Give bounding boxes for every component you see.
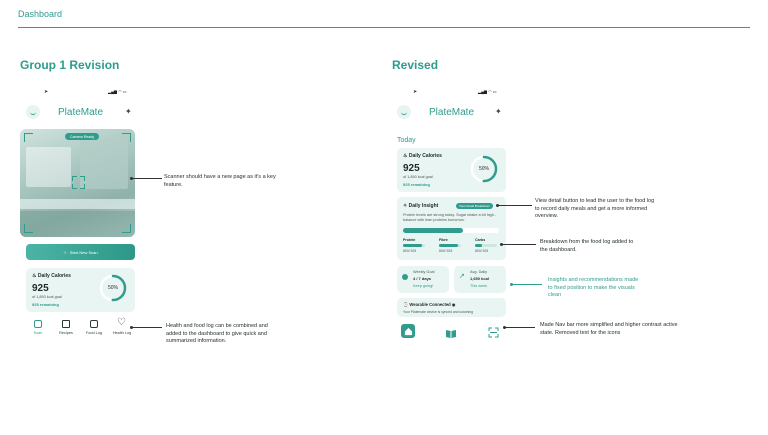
brand-title: PlateMate xyxy=(58,107,104,118)
calories-remaining: 925 remaining xyxy=(32,302,59,307)
start-scan-label: Start New Scan xyxy=(69,249,98,255)
status-icons: ▂▄▆ ◠ ▭ xyxy=(108,89,127,94)
goal-title: Weekly Goal xyxy=(413,270,435,274)
calories-remaining: 925 remaining xyxy=(403,182,430,187)
macro-fill xyxy=(439,244,458,247)
annotation-line xyxy=(502,244,536,245)
scan-icon xyxy=(488,327,499,338)
focus-icon xyxy=(80,176,85,181)
book-icon xyxy=(445,329,457,339)
nav-food-log[interactable] xyxy=(82,320,106,335)
annotation-line xyxy=(132,327,162,328)
daily-insight-card xyxy=(397,197,506,260)
nav-recipes[interactable] xyxy=(445,326,457,344)
macro-bar xyxy=(439,244,461,247)
camera-ready-chip: Camera Ready xyxy=(65,133,99,140)
macro-label: Carbs xyxy=(475,238,486,242)
frame-corner-icon xyxy=(122,133,131,142)
start-scan-button[interactable] xyxy=(26,244,135,260)
flame-icon: ♨ xyxy=(403,153,408,159)
calories-value: 925 xyxy=(403,163,420,174)
watch-icon: ⌚ xyxy=(403,302,409,307)
nav-home[interactable] xyxy=(401,324,415,338)
note-nav: Health and food log can be combined and added to the dashboard to give quick and summarized information. xyxy=(166,323,268,345)
avg-value: 1,650 kcal xyxy=(470,276,489,281)
calories-value: 925 xyxy=(32,283,49,294)
brand-title: PlateMate xyxy=(429,107,475,118)
annotation-line xyxy=(498,205,532,206)
scan-icon xyxy=(34,320,42,328)
macro-protein xyxy=(403,238,425,253)
bottom-nav xyxy=(26,317,138,340)
scanner-preview[interactable] xyxy=(20,129,135,237)
ring-percent: 50% xyxy=(107,285,118,291)
wearable-text: Your Platemate device is synced and scanning xyxy=(403,310,473,314)
note-breakdown: Breakdown from the food log added to the dashboard. xyxy=(540,239,634,253)
macro-value: 800/ 925 xyxy=(403,248,417,253)
location-icon: ➤ xyxy=(44,89,49,95)
macro-fill xyxy=(475,244,482,247)
macro-fibre xyxy=(439,238,461,253)
sparkle-icon[interactable]: ✦ xyxy=(125,107,132,116)
nav-label: Scan xyxy=(33,331,43,335)
calories-title: Daily Calories xyxy=(37,273,71,279)
clipboard-icon xyxy=(90,320,98,328)
heart-icon: ♡ xyxy=(117,317,126,328)
trend-icon: ↗ xyxy=(459,273,465,280)
page-header: Dashboard xyxy=(18,9,63,19)
focus-icon xyxy=(80,184,85,189)
goal-icon xyxy=(402,274,408,280)
ring-percent: 50% xyxy=(478,166,489,172)
annotation-line xyxy=(512,284,542,285)
nav-label: Food Log xyxy=(85,331,103,335)
avg-title: Avg. Daily xyxy=(470,270,488,274)
lightbulb-icon: ✧ xyxy=(403,203,408,209)
daily-calories-card[interactable] xyxy=(397,148,506,192)
scan-icon: ⊹ xyxy=(63,249,67,255)
nav-label: Recipes xyxy=(59,331,73,335)
book-icon xyxy=(62,320,70,328)
macro-value: 800/ 925 xyxy=(475,248,489,253)
today-heading: Today xyxy=(397,137,416,144)
home-icon xyxy=(404,327,413,336)
calories-title: Daily Calories xyxy=(408,153,442,159)
frame-corner-icon xyxy=(24,133,33,142)
weekly-goal-card[interactable] xyxy=(397,266,449,293)
frame-corner-icon xyxy=(122,224,131,233)
flame-icon: ♨ xyxy=(32,273,37,279)
avg-sub: This week xyxy=(470,284,488,288)
nav-scan[interactable] xyxy=(26,320,50,335)
calories-goal: of 1,850 kcal goal xyxy=(403,175,433,179)
logo-icon xyxy=(397,105,411,119)
macro-carbs xyxy=(475,238,497,253)
note-nav-revised: Made Nav bar more simplified and higher contrast active state. Removed text for the icons xyxy=(540,322,678,336)
insight-progress-fill xyxy=(403,228,463,233)
header-divider xyxy=(18,27,750,28)
note-scanner: Scanner should have a new page as it's a key feature. xyxy=(164,174,276,188)
calories-ring xyxy=(469,154,499,184)
insight-progress xyxy=(403,228,499,233)
macro-bar xyxy=(403,244,425,247)
view-detail-button[interactable]: View Detail Breakdown xyxy=(456,203,493,209)
nav-label: Health Log xyxy=(112,331,132,335)
calories-goal: of 1,850 kcal goal xyxy=(32,295,62,299)
note-detail: View detail button to lead the user to the food log to record daily meals and get a more informed overview. xyxy=(535,198,655,220)
macro-value: 800/ 925 xyxy=(439,248,453,253)
daily-calories-card[interactable] xyxy=(26,268,135,312)
note-insights: Insights and recommendations made to fixed position to make the visuals clean xyxy=(548,277,639,299)
location-icon: ➤ xyxy=(413,89,418,95)
left-section-title: Group 1 Revision xyxy=(20,58,120,72)
wifi-icon: ◉ xyxy=(451,302,456,307)
macro-fill xyxy=(403,244,422,247)
nav-scan[interactable] xyxy=(488,325,499,343)
wearable-card[interactable] xyxy=(397,298,506,317)
insight-text: Protein levels are strong today. Sugar intake a bit high - balance with lean proteins tomorrow. xyxy=(403,213,497,222)
logo-icon xyxy=(26,105,40,119)
focus-icon xyxy=(72,184,77,189)
wearable-title: Wearable Connected xyxy=(409,302,451,307)
sparkle-icon[interactable]: ✦ xyxy=(495,107,502,116)
annotation-line xyxy=(132,178,162,179)
macro-bar xyxy=(475,244,497,247)
nav-recipes[interactable] xyxy=(54,320,78,335)
goal-value: 4 / 7 days xyxy=(413,276,432,281)
avg-daily-card[interactable] xyxy=(454,266,506,293)
macro-label: Protein xyxy=(403,238,416,242)
right-section-title: Revised xyxy=(392,58,439,72)
annotation-line xyxy=(505,327,535,328)
focus-icon xyxy=(72,176,77,181)
frame-corner-icon xyxy=(24,224,33,233)
goal-sub: Keep going! xyxy=(413,284,434,288)
insight-title: Daily Insight xyxy=(408,203,439,209)
status-icons: ▂▄▆ ◠ ▭ xyxy=(478,89,497,94)
calories-ring xyxy=(98,273,128,303)
macro-label: Fibre xyxy=(439,238,448,242)
